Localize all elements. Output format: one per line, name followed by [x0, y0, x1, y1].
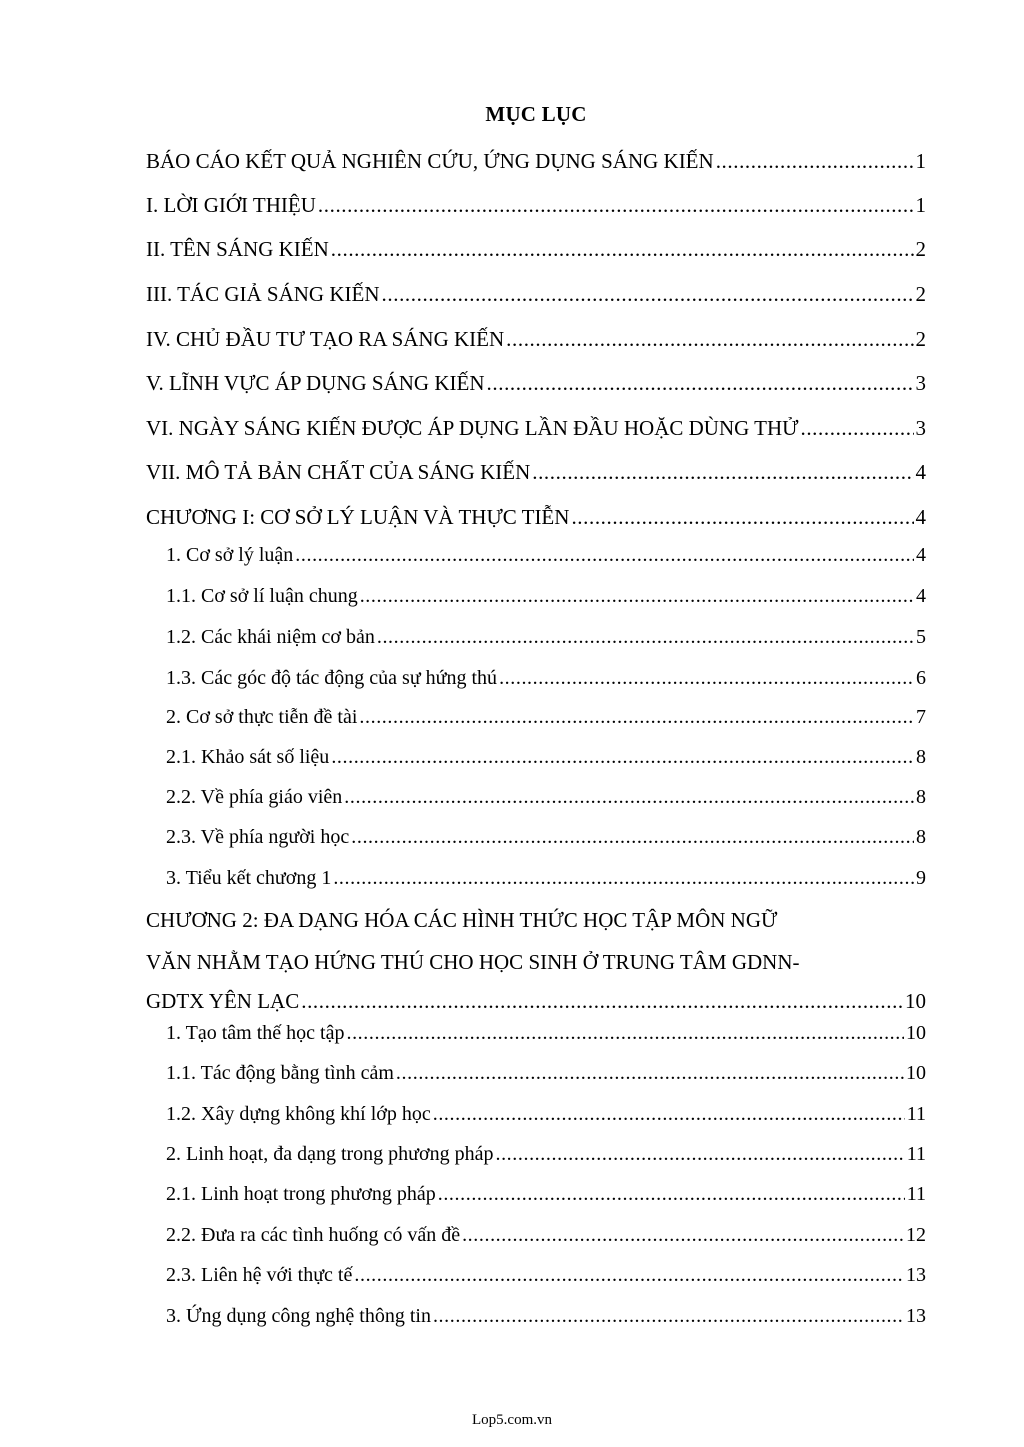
toc-entry-title: 1.1. Tác động bằng tình cảm	[166, 1062, 394, 1084]
toc-entry-page: 2	[915, 282, 926, 306]
toc-entry-page: 8	[916, 746, 926, 768]
toc-entry-title: IV. CHỦ ĐẦU TƯ TẠO RA SÁNG KIẾN	[146, 327, 505, 351]
toc-entry[interactable]	[146, 867, 926, 890]
toc-entry[interactable]	[146, 626, 926, 649]
toc-entry-page: 8	[916, 826, 926, 848]
dot-leader	[532, 460, 913, 485]
toc-entry-page: 1	[915, 149, 926, 173]
toc-entry[interactable]	[146, 1062, 926, 1085]
toc-entry-page: 2	[915, 237, 926, 261]
toc-entry-chapter-2[interactable]	[146, 899, 926, 1019]
toc-entry[interactable]	[146, 746, 926, 769]
toc-entry-title-line: GDTX YÊN LẠC	[146, 989, 300, 1013]
toc-entry-page: 10	[906, 1022, 926, 1044]
dot-leader	[301, 983, 903, 1019]
toc-entry-title: 3. Ứng dụng công nghệ thông tin	[166, 1305, 431, 1327]
toc-entry-page: 11	[906, 1143, 926, 1165]
toc-entry-page: 1	[915, 193, 926, 217]
toc-entry-page: 8	[916, 786, 926, 808]
toc-entry-page: 4	[916, 585, 926, 607]
toc-entry[interactable]	[146, 826, 926, 849]
toc-entry-title: 1. Cơ sở lý luận	[166, 544, 294, 566]
toc-entry-title: II. TÊN SÁNG KIẾN	[146, 237, 329, 261]
dot-leader	[295, 544, 914, 567]
dot-leader	[351, 826, 914, 849]
toc-entry[interactable]	[146, 193, 926, 218]
dot-leader	[377, 626, 914, 649]
toc-entry-page: 13	[906, 1264, 926, 1286]
toc-entry-page: 13	[906, 1305, 926, 1327]
toc-entry[interactable]	[146, 1022, 926, 1045]
toc-entry-title: 1.2. Xây dựng không khí lớp học	[166, 1103, 431, 1125]
toc-entry[interactable]	[146, 1143, 926, 1166]
dot-leader	[331, 237, 914, 262]
toc-entry[interactable]	[146, 505, 926, 530]
toc-entry-page: 10	[906, 1062, 926, 1084]
dot-leader	[331, 746, 914, 769]
toc-entry-page: 5	[916, 626, 926, 648]
dot-leader	[354, 1264, 904, 1287]
toc-entry-title: CHƯƠNG I: CƠ SỞ LÝ LUẬN VÀ THỰC TIỄN	[146, 505, 570, 529]
dot-leader	[716, 149, 914, 174]
toc-entry-title: BÁO CÁO KẾT QUẢ NGHIÊN CỨU, ỨNG DỤNG SÁNG KIẾN	[146, 149, 714, 173]
toc-entry-page: 12	[906, 1224, 926, 1246]
toc-entry-page: 7	[916, 706, 926, 728]
toc-entry-title: V. LĨNH VỰC ÁP DỤNG SÁNG KIẾN	[146, 371, 485, 395]
toc-entry-title: VII. MÔ TẢ BẢN CHẤT CỦA SÁNG KIẾN	[146, 460, 531, 484]
dot-leader	[382, 282, 914, 307]
toc-entry[interactable]	[146, 371, 926, 396]
dot-leader	[333, 867, 914, 890]
toc-entry-title: 2. Cơ sở thực tiễn đề tài	[166, 706, 358, 728]
toc-title: MỤC LỤC	[485, 102, 587, 126]
dot-leader	[433, 1305, 904, 1328]
toc-entry-title-line: VĂN NHẰM TẠO HỨNG THÚ CHO HỌC SINH Ở TRUNG TÂM GDNN-	[146, 950, 800, 974]
toc-entry[interactable]	[146, 1264, 926, 1287]
dot-leader	[433, 1103, 905, 1126]
toc-entry-page: 11	[906, 1103, 926, 1125]
toc-entry-title: 1.1. Cơ sở lí luận chung	[166, 585, 358, 607]
dot-leader	[360, 585, 914, 608]
toc-entry[interactable]	[146, 282, 926, 307]
toc-entry-page: 2	[915, 327, 926, 351]
toc-entry[interactable]	[146, 237, 926, 262]
toc-entry[interactable]	[146, 1305, 926, 1328]
toc-entry-page: 3	[915, 371, 926, 395]
toc-entry-page: 10	[905, 989, 926, 1013]
toc-entry[interactable]	[146, 1224, 926, 1247]
toc-entry-title: 2.3. Về phía người học	[166, 826, 350, 848]
toc-entry[interactable]	[146, 1103, 926, 1126]
toc-entry[interactable]	[146, 786, 926, 809]
toc-entry-page: 11	[906, 1183, 926, 1205]
toc-entry[interactable]	[146, 460, 926, 485]
toc-entry-title: 2.1. Khảo sát số liệu	[166, 746, 330, 768]
toc-entry-title: 2. Linh hoạt, đa dạng trong phương pháp	[166, 1143, 494, 1165]
toc-entry[interactable]	[146, 544, 926, 567]
toc-entry-title: 2.2. Đưa ra các tình huống có vấn đề	[166, 1224, 461, 1246]
dot-leader	[396, 1062, 904, 1085]
page-footer: Lop5.com.vn	[472, 1412, 552, 1428]
toc-entry-title: VI. NGÀY SÁNG KIẾN ĐƯỢC ÁP DỤNG LẦN ĐẦU HOẶC DÙNG THỬ	[146, 416, 799, 440]
toc-entry[interactable]	[146, 667, 926, 690]
toc-entry-title: 2.2. Về phía giáo viên	[166, 786, 343, 808]
dot-leader	[462, 1224, 904, 1247]
toc-entry-page: 9	[916, 867, 926, 889]
toc-entry-title: 1.3. Các góc độ tác động của sự hứng thú	[166, 667, 498, 689]
toc-entry-page: 4	[915, 460, 926, 484]
toc-entry[interactable]	[146, 585, 926, 608]
dot-leader	[800, 416, 913, 441]
dot-leader	[438, 1183, 905, 1206]
dot-leader	[344, 786, 914, 809]
toc-entry-title: I. LỜI GIỚI THIỆU	[146, 193, 316, 217]
dot-leader	[487, 371, 914, 396]
toc-entry-title: 3. Tiểu kết chương 1	[166, 867, 332, 889]
toc-entry-title-line: CHƯƠNG 2: ĐA DẠNG HÓA CÁC HÌNH THỨC HỌC TẬP MÔN NGỮ	[146, 908, 778, 932]
dot-leader	[318, 193, 914, 218]
toc-entry[interactable]	[146, 416, 926, 441]
toc-entry-title: 1. Tạo tâm thế học tập	[166, 1022, 345, 1044]
dot-leader	[506, 327, 913, 352]
toc-entry-page: 6	[916, 667, 926, 689]
toc-entry-title: 2.1. Linh hoạt trong phương pháp	[166, 1183, 436, 1205]
toc-entry-page: 4	[916, 544, 926, 566]
toc-entry-page: 3	[915, 416, 926, 440]
dot-leader	[495, 1143, 904, 1166]
toc-entry-title: 2.3. Liên hệ với thực tế	[166, 1264, 353, 1286]
dot-leader	[571, 505, 913, 530]
dot-leader	[346, 1022, 904, 1045]
dot-leader	[499, 667, 914, 690]
toc-entry-title: III. TÁC GIẢ SÁNG KIẾN	[146, 282, 380, 306]
toc-entry-title: 1.2. Các khái niệm cơ bản	[166, 626, 375, 648]
dot-leader	[359, 706, 914, 729]
toc-entry[interactable]	[146, 327, 926, 352]
toc-entry[interactable]	[146, 1183, 926, 1206]
toc-entry[interactable]	[146, 149, 926, 174]
toc-entry-page: 4	[915, 505, 926, 529]
toc-entry[interactable]	[146, 706, 926, 729]
